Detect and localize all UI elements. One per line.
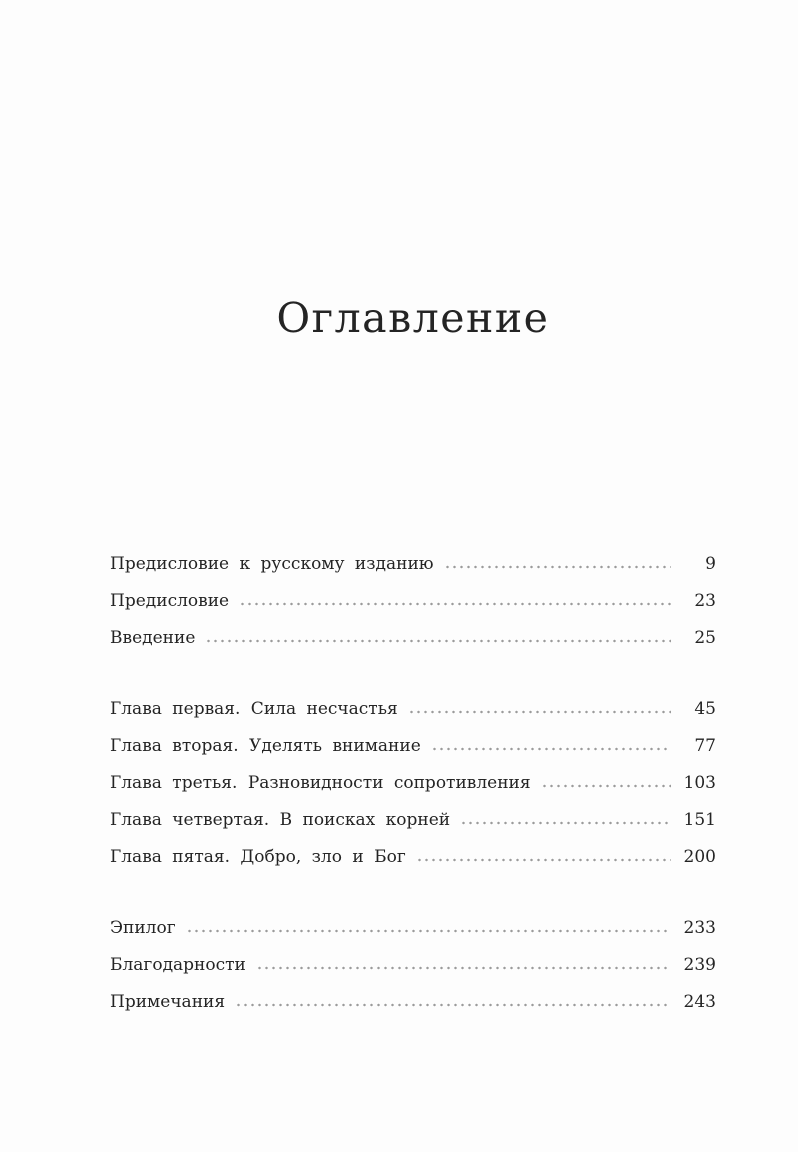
toc-list [110, 546, 716, 1021]
toc-entry-label: Глава третья. Разновидности сопротивления [110, 772, 531, 793]
dot-leader [431, 747, 671, 751]
toc-page-number: 9 [705, 553, 716, 574]
dot-leader [444, 565, 671, 569]
toc-page-number: 200 [683, 846, 716, 867]
toc-entry-label: Примечания [110, 991, 226, 1012]
dot-leader [541, 784, 671, 788]
dot-leader [416, 858, 671, 862]
toc-entry-label: Глава первая. Сила несчастья [110, 698, 398, 719]
toc-row [110, 728, 716, 765]
dot-leader [205, 639, 671, 643]
toc-entry-label: Глава пятая. Добро, зло и Бог [110, 846, 406, 867]
toc-entry-label: Предисловие [110, 590, 230, 611]
page-title: Оглавление [276, 294, 550, 342]
toc-entry-label: Введение [110, 627, 196, 648]
toc-row [110, 984, 716, 1021]
toc-entry-label: Эпилог [110, 917, 176, 938]
toc-page-number: 77 [694, 735, 716, 756]
dot-leader [186, 929, 671, 933]
toc-row [110, 583, 716, 620]
toc-entry-label: Благодарности [110, 954, 246, 975]
toc-page-number: 45 [694, 698, 716, 719]
toc-row [110, 839, 716, 876]
toc-row [110, 910, 716, 947]
toc-page-number: 243 [683, 991, 716, 1012]
toc-row [110, 947, 716, 984]
toc-row [110, 765, 716, 802]
toc-page-number: 151 [683, 809, 716, 830]
toc-row [110, 802, 716, 839]
toc-group [110, 546, 716, 657]
toc-page-number: 239 [683, 954, 716, 975]
toc-page-number: 233 [683, 917, 716, 938]
toc-entry-label: Глава вторая. Уделять внимание [110, 735, 421, 756]
toc-entry-label: Предисловие к русскому изданию [110, 553, 434, 574]
toc-page-number: 23 [694, 590, 716, 611]
dot-leader [408, 710, 671, 714]
toc-entry-label: Глава четвертая. В поисках корней [110, 809, 451, 830]
dot-leader [256, 966, 671, 970]
toc-page-number: 25 [694, 627, 716, 648]
toc-page-number: 103 [683, 772, 716, 793]
dot-leader [239, 602, 671, 606]
toc-row [110, 546, 716, 583]
toc-group [110, 691, 716, 876]
toc-row [110, 691, 716, 728]
dot-leader [235, 1003, 671, 1007]
toc-row [110, 620, 716, 657]
dot-leader [460, 821, 671, 825]
toc-group [110, 910, 716, 1021]
